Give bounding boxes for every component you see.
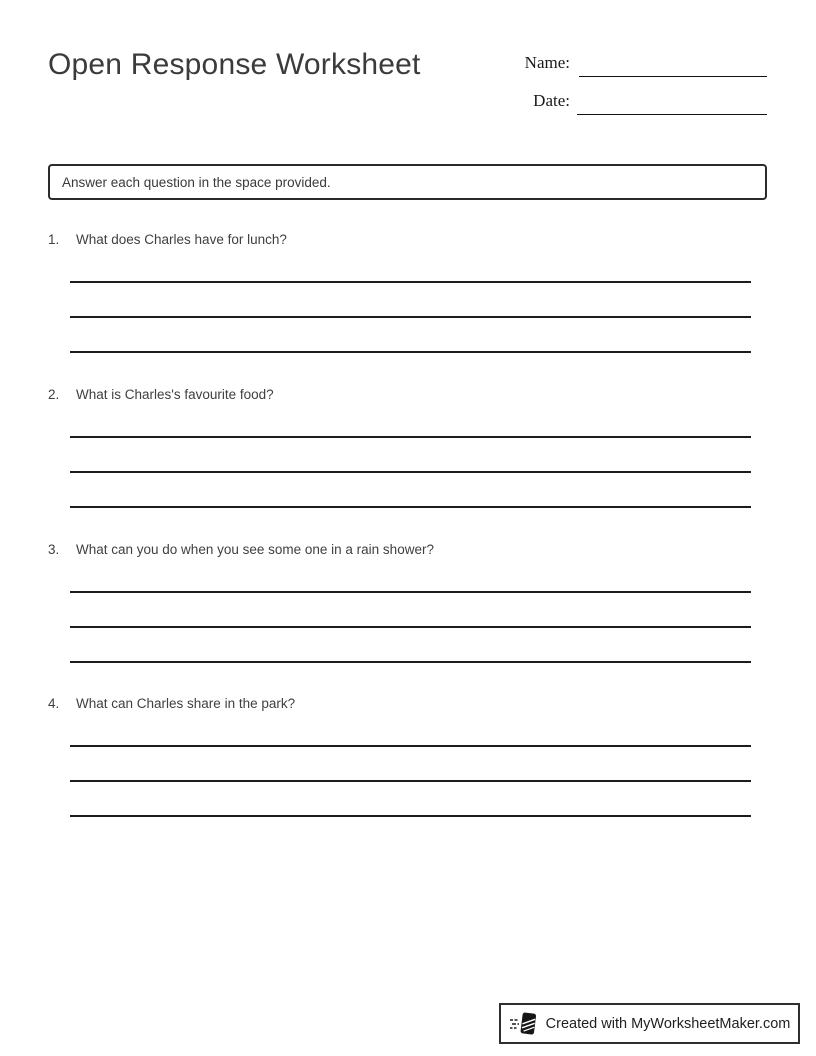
footer-badge[interactable] [499, 1003, 800, 1044]
question-block-4 [48, 695, 767, 821]
footer-text: Created with MyWorksheetMaker.com [545, 1015, 791, 1032]
page-title: Open Response Worksheet [48, 48, 421, 81]
question-block-1 [48, 231, 767, 357]
answer-line[interactable] [70, 745, 751, 747]
question-text: What is Charles's favourite food? [76, 387, 274, 402]
question-text: What can you do when you see some one in a rain shower? [76, 542, 434, 557]
answer-line[interactable] [70, 351, 751, 353]
question-block-2 [48, 386, 767, 512]
question-number: 1. [48, 232, 60, 247]
name-label: Name: [524, 53, 570, 72]
question-text: What can Charles share in the park? [76, 696, 296, 711]
answer-line[interactable] [70, 661, 751, 663]
instructions-box [48, 164, 767, 200]
answer-line[interactable] [70, 626, 751, 628]
answer-line[interactable] [70, 780, 751, 782]
question-number: 3. [48, 542, 60, 557]
answer-line[interactable] [70, 436, 751, 438]
name-input-line[interactable] [579, 76, 767, 77]
question-number: 2. [48, 387, 60, 402]
instructions-text: Answer each question in the space provided. [62, 174, 331, 190]
question-text: What does Charles have for lunch? [76, 232, 287, 247]
date-label: Date: [533, 91, 570, 110]
answer-line[interactable] [70, 281, 751, 283]
worksheet-maker-logo-icon [509, 1010, 539, 1038]
answer-line[interactable] [70, 591, 751, 593]
answer-line[interactable] [70, 815, 751, 817]
date-input-line[interactable] [577, 114, 767, 115]
question-block-3 [48, 541, 767, 667]
answer-line[interactable] [70, 316, 751, 318]
answer-line[interactable] [70, 506, 751, 508]
answer-line[interactable] [70, 471, 751, 473]
question-number: 4. [48, 696, 60, 711]
